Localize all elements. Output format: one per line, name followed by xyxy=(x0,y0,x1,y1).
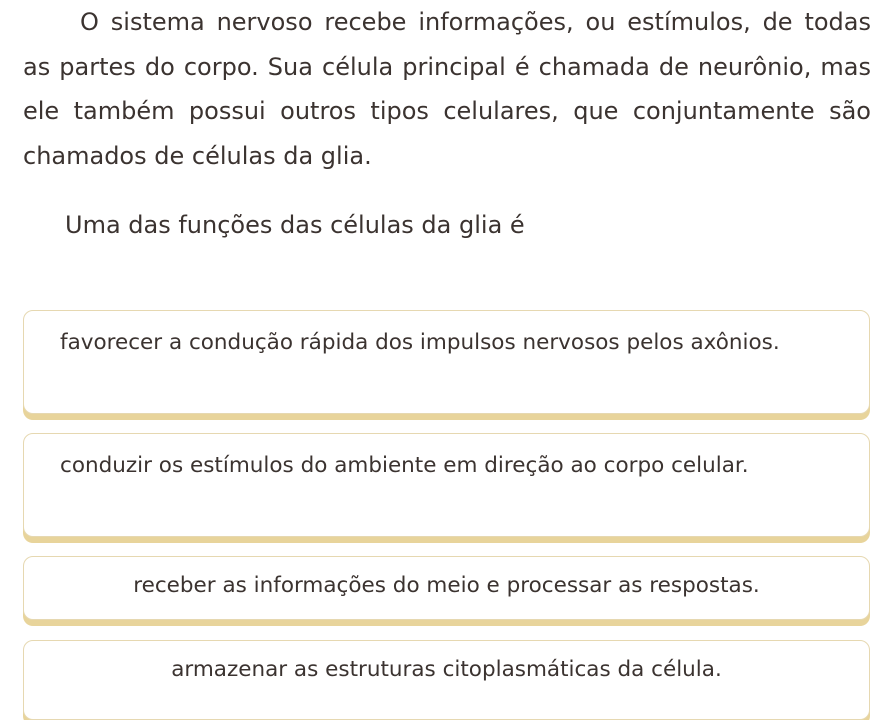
answer-option-text: conduzir os estímulos do ambiente em direção ao corpo celular. xyxy=(60,453,749,478)
question-stem: Uma das funções das células da glia é xyxy=(65,211,525,239)
answer-option-c[interactable] xyxy=(23,556,870,620)
answer-option-d[interactable] xyxy=(23,640,870,720)
answer-option-text: favorecer a condução rápida dos impulsos nervosos pelos axônios. xyxy=(60,330,780,355)
answer-option-text: armazenar as estruturas citoplasmáticas da célula. xyxy=(171,657,722,682)
answer-option-b[interactable] xyxy=(23,433,870,537)
answer-option-a[interactable] xyxy=(23,310,870,414)
answer-option-text: receber as informações do meio e processar as respostas. xyxy=(133,573,760,598)
passage-text: O sistema nervoso recebe informações, ou estímulos, de todas as partes do corpo. Sua célula principal é chamada de neurônio, mas ele também possui outros tipos celulares, que conjuntamente são chamados de células da glia. xyxy=(23,8,871,170)
